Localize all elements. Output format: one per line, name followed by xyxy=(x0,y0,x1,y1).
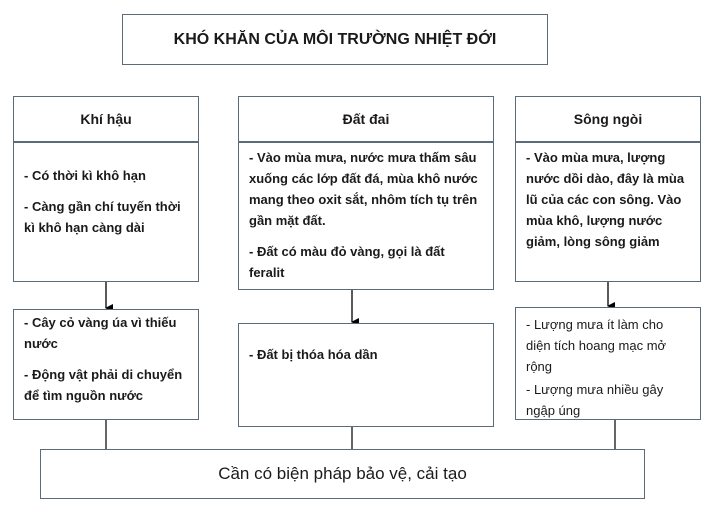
effect-soil-1: - Đất bị thóa hóa dần xyxy=(249,347,378,362)
cause-soil-2: - Đất có màu đỏ vàng, gọi là đất feralit xyxy=(249,244,445,280)
cause-soil-1: - Vào mùa mưa, nước mưa thấm sâu xuống các lớp đất đá, mùa khô nước mang theo oxit sắt, nhôm tích tụ trên gần mặt đất. xyxy=(249,150,478,228)
cause-climate-2: - Càng gần chí tuyến thời kì khô hạn càng dài xyxy=(24,199,181,235)
effects-climate xyxy=(13,309,199,420)
header-soil: Đất đai xyxy=(238,96,494,142)
effect-climate-1: - Cây cỏ vàng úa vì thiếu nước xyxy=(24,315,177,351)
effect-climate-2: - Động vật phải di chuyển để tìm nguồn nước xyxy=(24,367,183,403)
diagram-title: KHÓ KHĂN CỦA MÔI TRƯỜNG NHIỆT ĐỚI xyxy=(122,14,548,65)
causes-climate xyxy=(13,142,199,282)
header-river: Sông ngòi xyxy=(515,96,701,142)
effect-river-2: - Lượng mưa nhiều gây ngập úng xyxy=(526,382,664,418)
effects-river xyxy=(515,307,701,420)
causes-soil xyxy=(238,142,494,290)
causes-river xyxy=(515,142,701,282)
header-climate: Khí hậu xyxy=(13,96,199,142)
cause-climate-1: - Có thời kì khô hạn xyxy=(24,168,146,183)
effect-river-1: - Lượng mưa ít làm cho diện tích hoang mạc mở rộng xyxy=(526,317,667,374)
conclusion-box: Cần có biện pháp bảo vệ, cải tạo xyxy=(40,449,645,499)
effects-soil xyxy=(238,323,494,427)
cause-river-1: - Vào mùa mưa, lượng nước dồi dào, đây là mùa lũ của các con sông. Vào mùa khô, lượng nước giảm, lòng sông giảm xyxy=(526,150,685,249)
